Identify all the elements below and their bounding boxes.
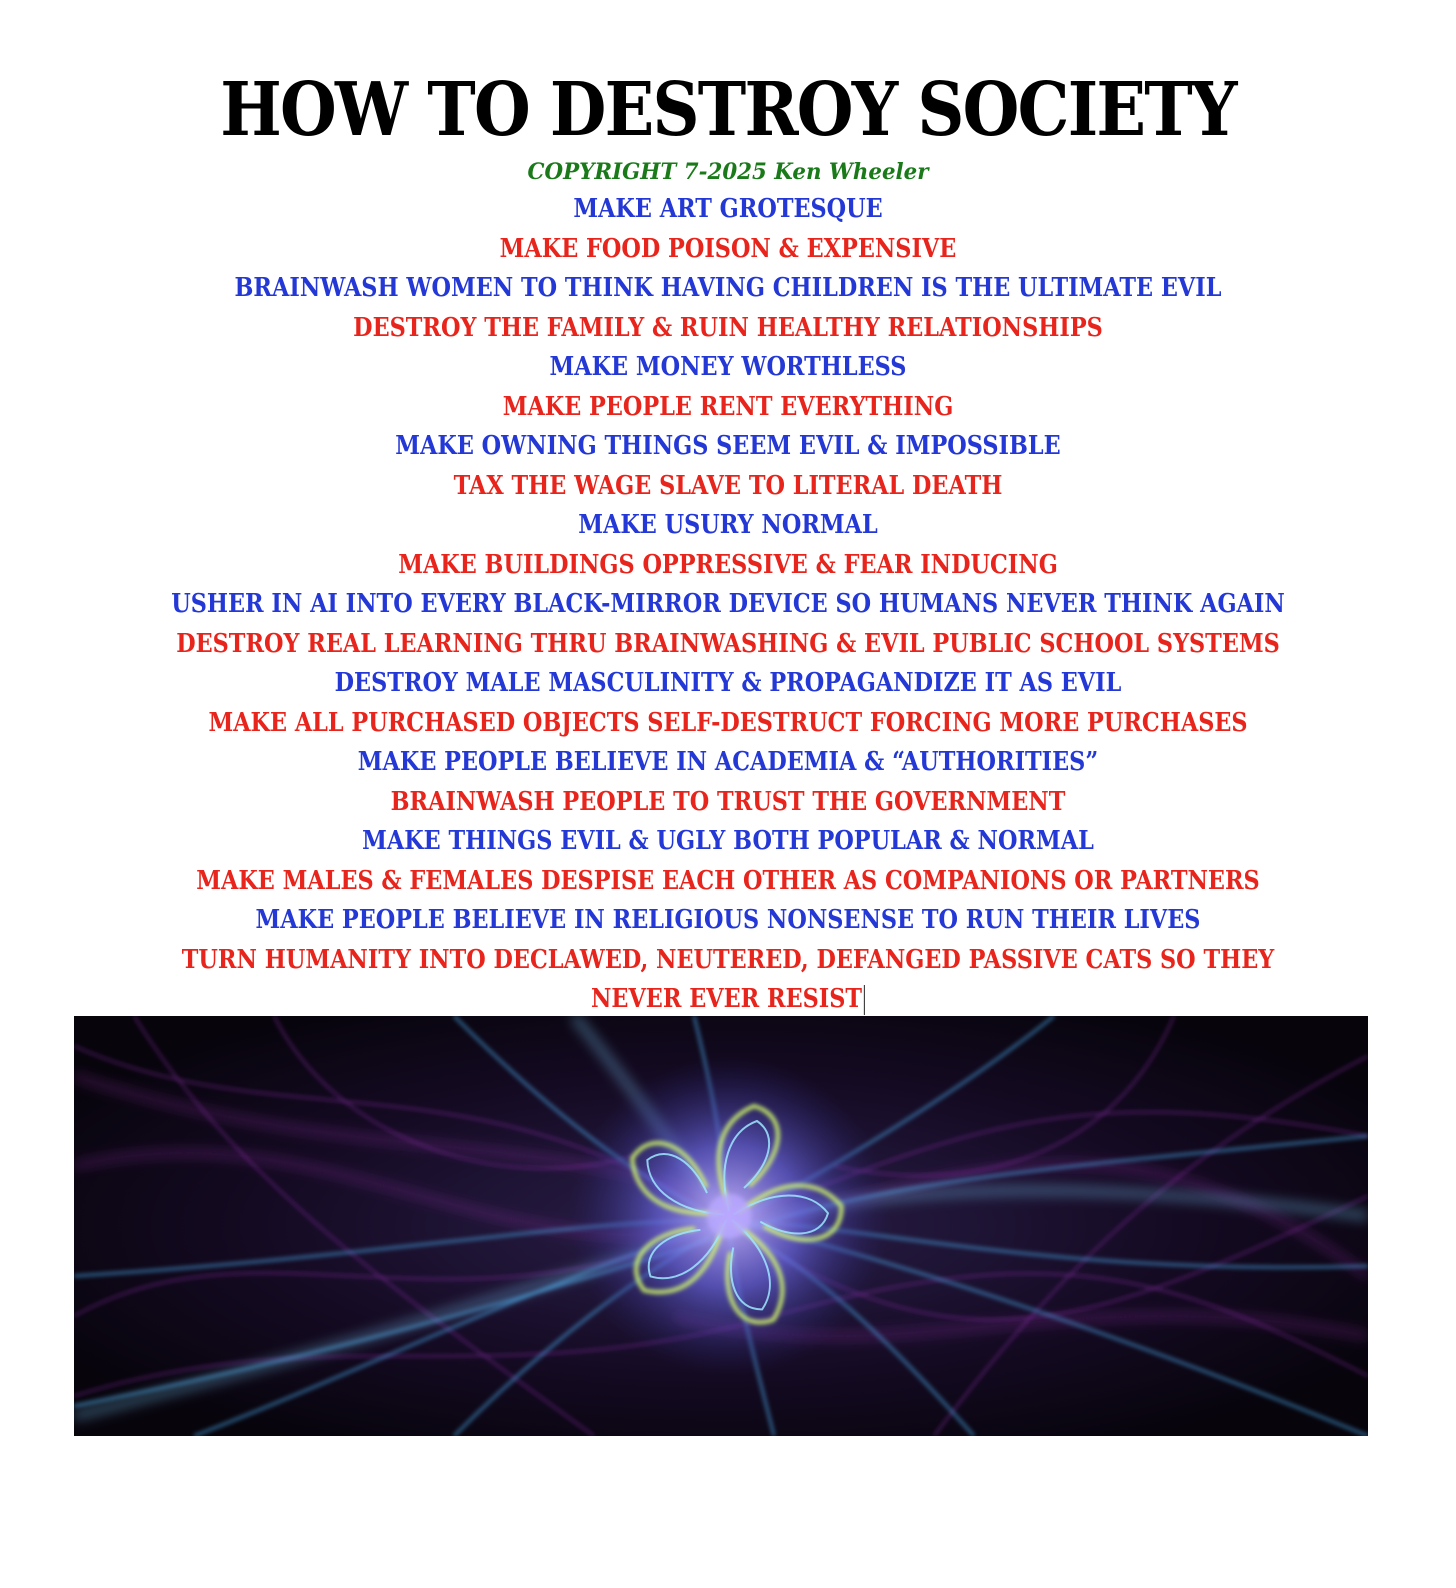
list-item: DESTROY THE FAMILY & RUIN HEALTHY RELATIONSHIPS: [353, 312, 1103, 343]
list-item: MAKE THINGS EVIL & UGLY BOTH POPULAR & NORMAL: [362, 826, 1094, 856]
list-item: MAKE PEOPLE RENT EVERYTHING: [502, 391, 954, 422]
list-item: MAKE OWNING THINGS SEEM EVIL & IMPOSSIBLE: [395, 431, 1061, 461]
list-item: MAKE PEOPLE BELIEVE IN RELIGIOUS NONSENSE TO RUN THEIR LIVES: [255, 905, 1201, 935]
list-item: TAX THE WAGE SLAVE TO LITERAL DEATH: [453, 470, 1003, 501]
list-item: MAKE PEOPLE BELIEVE IN ACADEMIA & “AUTHORITIES”: [357, 747, 1099, 777]
list-item: BRAINWASH PEOPLE TO TRUST THE GOVERNMENT: [390, 786, 1066, 817]
fractal-flower-image: [74, 1016, 1368, 1436]
destroy-list: [60, 190, 1396, 1020]
list-item: MAKE USURY NORMAL: [578, 510, 878, 540]
list-item: MAKE MONEY WORTHLESS: [549, 352, 907, 382]
list-item: MAKE MALES & FEMALES DESPISE EACH OTHER AS COMPANIONS OR PARTNERS: [196, 865, 1260, 896]
list-item: BRAINWASH WOMEN TO THINK HAVING CHILDREN IS THE ULTIMATE EVIL: [234, 273, 1222, 303]
list-item: MAKE ALL PURCHASED OBJECTS SELF-DESTRUCT FORCING MORE PURCHASES: [208, 707, 1248, 738]
list-item-last[interactable]: [154, 941, 1303, 1020]
copyright-line: COPYRIGHT 7-2025 Ken Wheeler: [527, 159, 929, 185]
list-item: DESTROY REAL LEARNING THRU BRAINWASHING & EVIL PUBLIC SCHOOL SYSTEMS: [176, 628, 1280, 659]
list-item: DESTROY MALE MASCULINITY & PROPAGANDIZE IT AS EVIL: [334, 668, 1122, 698]
list-item-last-text: TURN HUMANITY INTO DECLAWED, NEUTERED, DEFANGED PASSIVE CATS SO THEY NEVER EVER RESIST: [181, 944, 1275, 1014]
list-item: MAKE ART GROTESQUE: [573, 194, 883, 224]
list-item: MAKE BUILDINGS OPPRESSIVE & FEAR INDUCING: [398, 549, 1058, 580]
page-title: HOW TO DESTROY SOCIETY: [220, 67, 1236, 153]
list-item: USHER IN AI INTO EVERY BLACK-MIRROR DEVICE SO HUMANS NEVER THINK AGAIN: [171, 589, 1285, 619]
text-cursor: [864, 985, 865, 1015]
list-item: MAKE FOOD POISON & EXPENSIVE: [499, 233, 957, 264]
